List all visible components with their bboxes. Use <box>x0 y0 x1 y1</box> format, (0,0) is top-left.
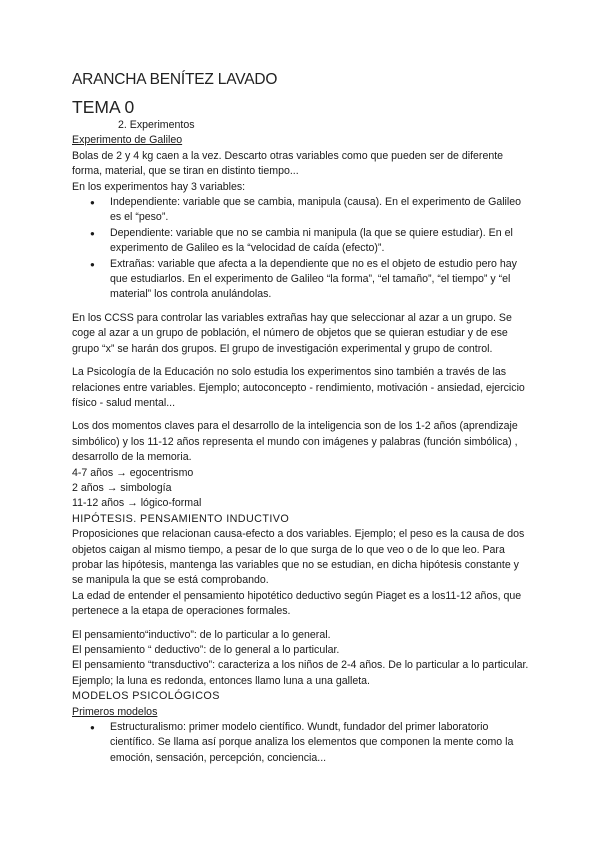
models-list <box>72 720 532 766</box>
paragraph: El pensamiento “ deductivo”: de lo general a lo particular. <box>72 644 340 656</box>
numbered-heading: 2. Experimentos <box>118 119 195 131</box>
paragraph: Proposiciones que relacionan causa-efecto a dos variables. Ejemplo; el peso es la causa de dos objetos caigan al mismo tiempo, a pesar de lo que surga de lo que veo o de lo que leo. Para probar las hipótesis, mantenga las variables que no se estudian, en dicha hipótesis constante y se manipula la que se está comprobando. <box>72 528 525 587</box>
variables-list <box>72 195 532 303</box>
paragraph: El pensamiento“inductivo”: de lo particular a lo general. <box>72 628 331 641</box>
paragraph: En los CCSS para controlar las variables extrañas hay que seleccionar al azar a un grupo. Se coge al azar a un grupo de población, el número de objetos que se quieran estudiar y de ese grupo “x” se harán dos grupos. El grupo de investigación experimental y grupo de control. <box>72 311 512 355</box>
list-item: ● Estructuralismo: primer modelo científico. Wundt, fundador del primer laboratorio científico. Se llama así porque analiza los elementos que componen la mente como la emoción, sensación, percepción, conciencia... <box>110 720 532 766</box>
age-line: 4-7 años → egocentrismo <box>72 466 194 479</box>
age-line: 11-12 años → lógico-formal <box>72 497 202 510</box>
page-title: TEMA 0 <box>72 97 135 117</box>
paragraph: Los dos momentos claves para el desarrollo de la inteligencia son de los 1-2 años (aprendizaje simbólico) y los 11-12 años representa el mundo con imágenes y palabras (función simbólica) , desarrollo de la memoria. <box>72 420 518 464</box>
paragraph: La Psicología de la Educación no solo estudia los experimentos sino también a través de las relaciones entre variables. Ejemplo; autoconcepto - rendimiento, motivación - ansiedad, ejercicio físico - salud mental... <box>72 366 525 409</box>
paragraph: En los experimentos hay 3 variables: <box>72 180 246 193</box>
paragraph: Bolas de 2 y 4 kg caen a la vez. Descarto otras variables como que pueden ser de diferente forma, material, que se tiran en distinto tiempo... <box>72 149 504 178</box>
paragraph: La edad de entender el pensamiento hipotético deductivo según Piaget es a los11-12 años, que pertenece a la etapa de operaciones formales. <box>72 589 522 618</box>
subheading-primeros-modelos: Primeros modelos <box>72 705 158 718</box>
section-heading-modelos: MODELOS PSICOLÓGICOS <box>72 690 220 703</box>
list-item: ● Extrañas: variable que afecta a la dependiente que no es el objeto de estudio pero hay que estudiarlos. En el experimento de Galileo “la forma”, “el tamaño”, “el tiempo” y “el material” los controla anulándolas. <box>110 257 532 303</box>
document-body <box>72 118 532 766</box>
section-heading-hipotesis: HIPÓTESIS. PENSAMIENTO INDUCTIVO <box>72 512 290 525</box>
list-item: ● Dependiente: variable que no se cambia ni manipula (la que se quiere estudiar). En el experimento de Galileo es la “velocidad de caída (efecto)”. <box>110 226 532 257</box>
author-name: ARANCHA BENÍTEZ LAVADO <box>72 71 278 88</box>
age-line: 2 años → simbología <box>72 481 172 494</box>
paragraph: El pensamiento “transductivo”: caracteriza a los niños de 2-4 años. De lo particular a lo particular. Ejemplo; la luna es redonda, entonces llamo luna a una galleta. <box>72 659 529 687</box>
subheading-galileo: Experimento de Galileo <box>72 134 183 147</box>
list-item: ● Independiente: variable que se cambia, manipula (causa). En el experimento de Galileo es el “peso”. <box>110 195 532 226</box>
